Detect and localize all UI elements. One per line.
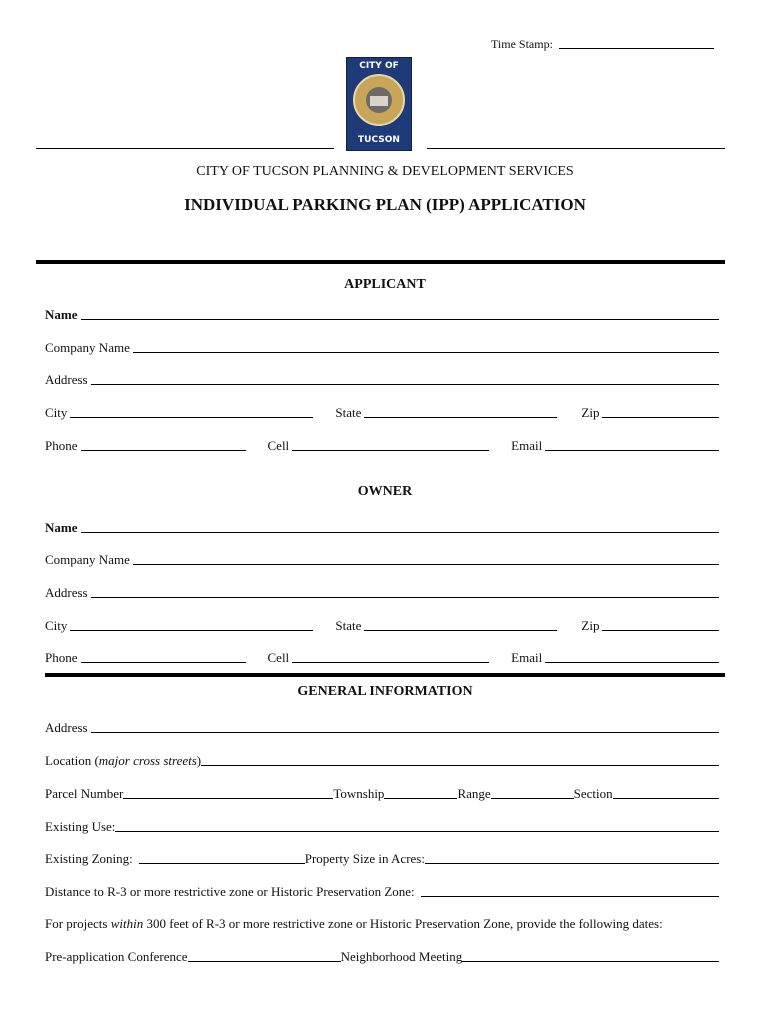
preapp-conference-field[interactable] xyxy=(188,961,341,962)
applicant-name-label: Name xyxy=(45,307,78,322)
owner-email-field[interactable] xyxy=(545,662,719,663)
owner-phone-field[interactable] xyxy=(81,662,246,663)
owner-address-field[interactable] xyxy=(91,597,719,598)
owner-company-field[interactable] xyxy=(133,564,719,565)
applicant-city-label: City xyxy=(45,405,68,420)
applicant-cell-label: Cell xyxy=(267,438,290,453)
applicant-state-field[interactable] xyxy=(364,417,557,418)
neighborhood-meeting-label: Neighborhood Meeting xyxy=(340,949,463,964)
general-address-field[interactable] xyxy=(91,732,719,733)
existing-use-label: Existing Use: xyxy=(45,819,116,834)
owner-company-row xyxy=(45,550,719,568)
header-rule-left xyxy=(36,148,334,149)
applicant-address-label: Address xyxy=(45,372,88,387)
owner-city-row xyxy=(45,616,719,634)
owner-phone-label: Phone xyxy=(45,650,78,665)
owner-city-field[interactable] xyxy=(70,630,313,631)
range-field[interactable] xyxy=(491,798,574,799)
applicant-name-row xyxy=(45,305,719,323)
section-field[interactable] xyxy=(613,798,719,799)
logo-top-text: CITY OF xyxy=(359,61,399,71)
owner-company-label: Company Name xyxy=(45,552,130,567)
owner-heading: OWNER xyxy=(357,484,413,499)
distance-label: Distance to R-3 or more restrictive zone or Historic Preservation Zone: xyxy=(45,884,415,899)
owner-address-row xyxy=(45,583,719,601)
preapp-conference-label: Pre-application Conference xyxy=(45,949,188,964)
city-seal-logo xyxy=(346,57,412,151)
owner-zip-field[interactable] xyxy=(602,630,719,631)
logo-seal-icon xyxy=(353,74,405,126)
projects-note-row xyxy=(45,914,719,932)
general-address-row xyxy=(45,718,719,736)
owner-cell-field[interactable] xyxy=(292,662,489,663)
owner-state-field[interactable] xyxy=(364,630,557,631)
owner-state-label: State xyxy=(335,618,362,633)
owner-name-label: Name xyxy=(45,520,78,535)
property-size-label: Property Size in Acres: xyxy=(304,851,425,866)
department-name: CITY OF TUCSON PLANNING & DEVELOPMENT SERVICES xyxy=(196,164,574,179)
timestamp-row xyxy=(491,34,714,52)
applicant-email-label: Email xyxy=(511,438,543,453)
applicant-company-row xyxy=(45,338,719,356)
section-divider xyxy=(45,673,725,677)
owner-name-field[interactable] xyxy=(81,532,720,533)
applicant-zip-field[interactable] xyxy=(602,417,719,418)
distance-field[interactable] xyxy=(421,896,719,897)
owner-email-label: Email xyxy=(511,650,543,665)
applicant-cell-field[interactable] xyxy=(292,450,489,451)
owner-name-row xyxy=(45,518,719,536)
neighborhood-meeting-field[interactable] xyxy=(462,961,719,962)
timestamp-label: Time Stamp: xyxy=(491,37,553,51)
distance-row xyxy=(45,882,719,900)
owner-zip-label: Zip xyxy=(581,618,600,633)
range-label: Range xyxy=(457,786,491,801)
general-info-heading: GENERAL INFORMATION xyxy=(297,684,473,699)
applicant-phone-label: Phone xyxy=(45,438,78,453)
parcel-number-label: Parcel Number xyxy=(45,786,124,801)
owner-city-label: City xyxy=(45,618,68,633)
section-label: Section xyxy=(573,786,613,801)
applicant-phone-field[interactable] xyxy=(81,450,246,451)
owner-address-label: Address xyxy=(45,585,88,600)
applicant-state-label: State xyxy=(335,405,362,420)
applicant-zip-label: Zip xyxy=(581,405,600,420)
logo-bottom-text: TUCSON xyxy=(358,135,400,145)
owner-phone-row xyxy=(45,648,719,666)
general-location-row xyxy=(45,751,719,769)
applicant-company-field[interactable] xyxy=(133,352,719,353)
general-location-field[interactable] xyxy=(201,765,719,766)
applicant-city-row xyxy=(45,403,719,421)
timestamp-field[interactable] xyxy=(559,48,714,49)
existing-use-field[interactable] xyxy=(115,831,719,832)
applicant-company-label: Company Name xyxy=(45,340,130,355)
page-title: INDIVIDUAL PARKING PLAN (IPP) APPLICATION xyxy=(184,195,586,214)
township-label: Township xyxy=(333,786,385,801)
header-rule-right xyxy=(427,148,725,149)
owner-cell-label: Cell xyxy=(267,650,290,665)
property-size-field[interactable] xyxy=(425,863,719,864)
applicant-name-field[interactable] xyxy=(81,319,720,320)
general-location-label: Location (major cross streets) xyxy=(45,753,202,768)
existing-zoning-row xyxy=(45,849,719,867)
parcel-number-field[interactable] xyxy=(123,798,333,799)
applicant-city-field[interactable] xyxy=(70,417,313,418)
existing-zoning-label: Existing Zoning: xyxy=(45,851,133,866)
general-parcel-row xyxy=(45,784,719,802)
applicant-heading: APPLICANT xyxy=(344,277,426,292)
dates-row xyxy=(45,947,719,965)
applicant-phone-row xyxy=(45,436,719,454)
section-divider-thick xyxy=(36,260,725,264)
existing-use-row xyxy=(45,817,719,835)
applicant-address-field[interactable] xyxy=(91,384,719,385)
general-address-label: Address xyxy=(45,720,88,735)
projects-note: For projects within 300 feet of R-3 or more restrictive zone or Historic Preservation Zone, provide the following dates: xyxy=(45,916,663,931)
applicant-address-row xyxy=(45,370,719,388)
applicant-email-field[interactable] xyxy=(545,450,719,451)
township-field[interactable] xyxy=(384,798,457,799)
existing-zoning-field[interactable] xyxy=(139,863,305,864)
